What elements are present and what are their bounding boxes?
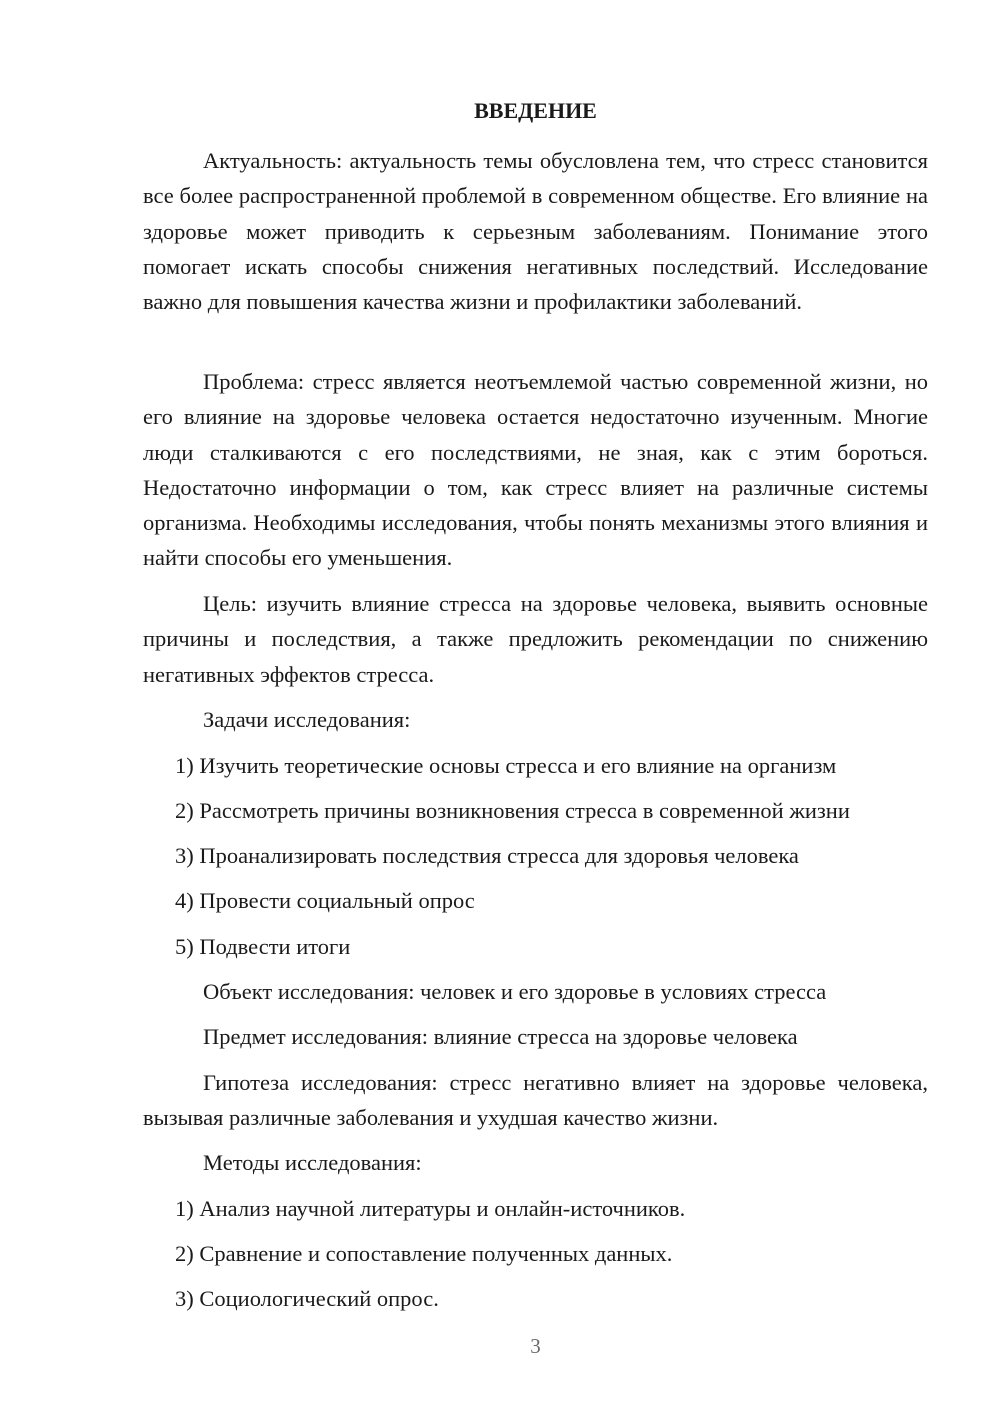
relevance-paragraph: Актуальность: актуальность темы обусловлена тем, что стресс становится все более распространенной проблемой в современном обществе. Его влияние на здоровье может приводить к серьезным заболеваниям. Понимание этого помогает искать способы снижения негативных последствий. Исследование важно для повышения качества жизни и профилактики заболеваний. [143,148,928,315]
problem-paragraph: Проблема: стресс является неотъемлемой частью современной жизни, но его влияние на здоровье человека остается недостаточно изученным. Многие люди сталкиваются с его последствиями, не зная, как с этим бороться. Недостаточно информации о том, как стресс влияет на различные системы организма. Необходимы исследования, чтобы понять механизмы этого влияния и найти способы его уменьшения. [143,369,928,571]
methods-heading: Методы исследования: [203,1150,422,1175]
page-number: 3 [530,1334,541,1358]
method-item: 3) Социологический опрос. [175,1286,439,1311]
method-item: 1) Анализ научной литературы и онлайн-источников. [175,1196,686,1221]
research-subject: Предмет исследования: влияние стресса на здоровье человека [203,1024,798,1049]
hypothesis-paragraph: Гипотеза исследования: стресс негативно влияет на здоровье человека, вызывая различные заболевания и ухудшая качество жизни. [143,1070,928,1131]
section-title: ВВЕДЕНИЕ [474,98,597,123]
task-item: 1) Изучить теоретические основы стресса и его влияние на организм [175,753,837,778]
document-page [143,0,928,1414]
research-object: Объект исследования: человек и его здоровье в условиях стресса [203,979,827,1004]
method-item: 2) Сравнение и сопоставление полученных данных. [175,1241,673,1266]
task-item: 5) Подвести итоги [175,934,351,959]
task-item: 4) Провести социальный опрос [175,888,475,913]
task-item: 3) Проанализировать последствия стресса для здоровья человека [175,843,799,868]
task-item: 2) Рассмотреть причины возникновения стресса в современной жизни [175,798,850,823]
goal-paragraph: Цель: изучить влияние стресса на здоровье человека, выявить основные причины и последствия, а также предложить рекомендации по снижению негативных эффектов стресса. [143,591,928,687]
tasks-heading: Задачи исследования: [203,707,411,732]
